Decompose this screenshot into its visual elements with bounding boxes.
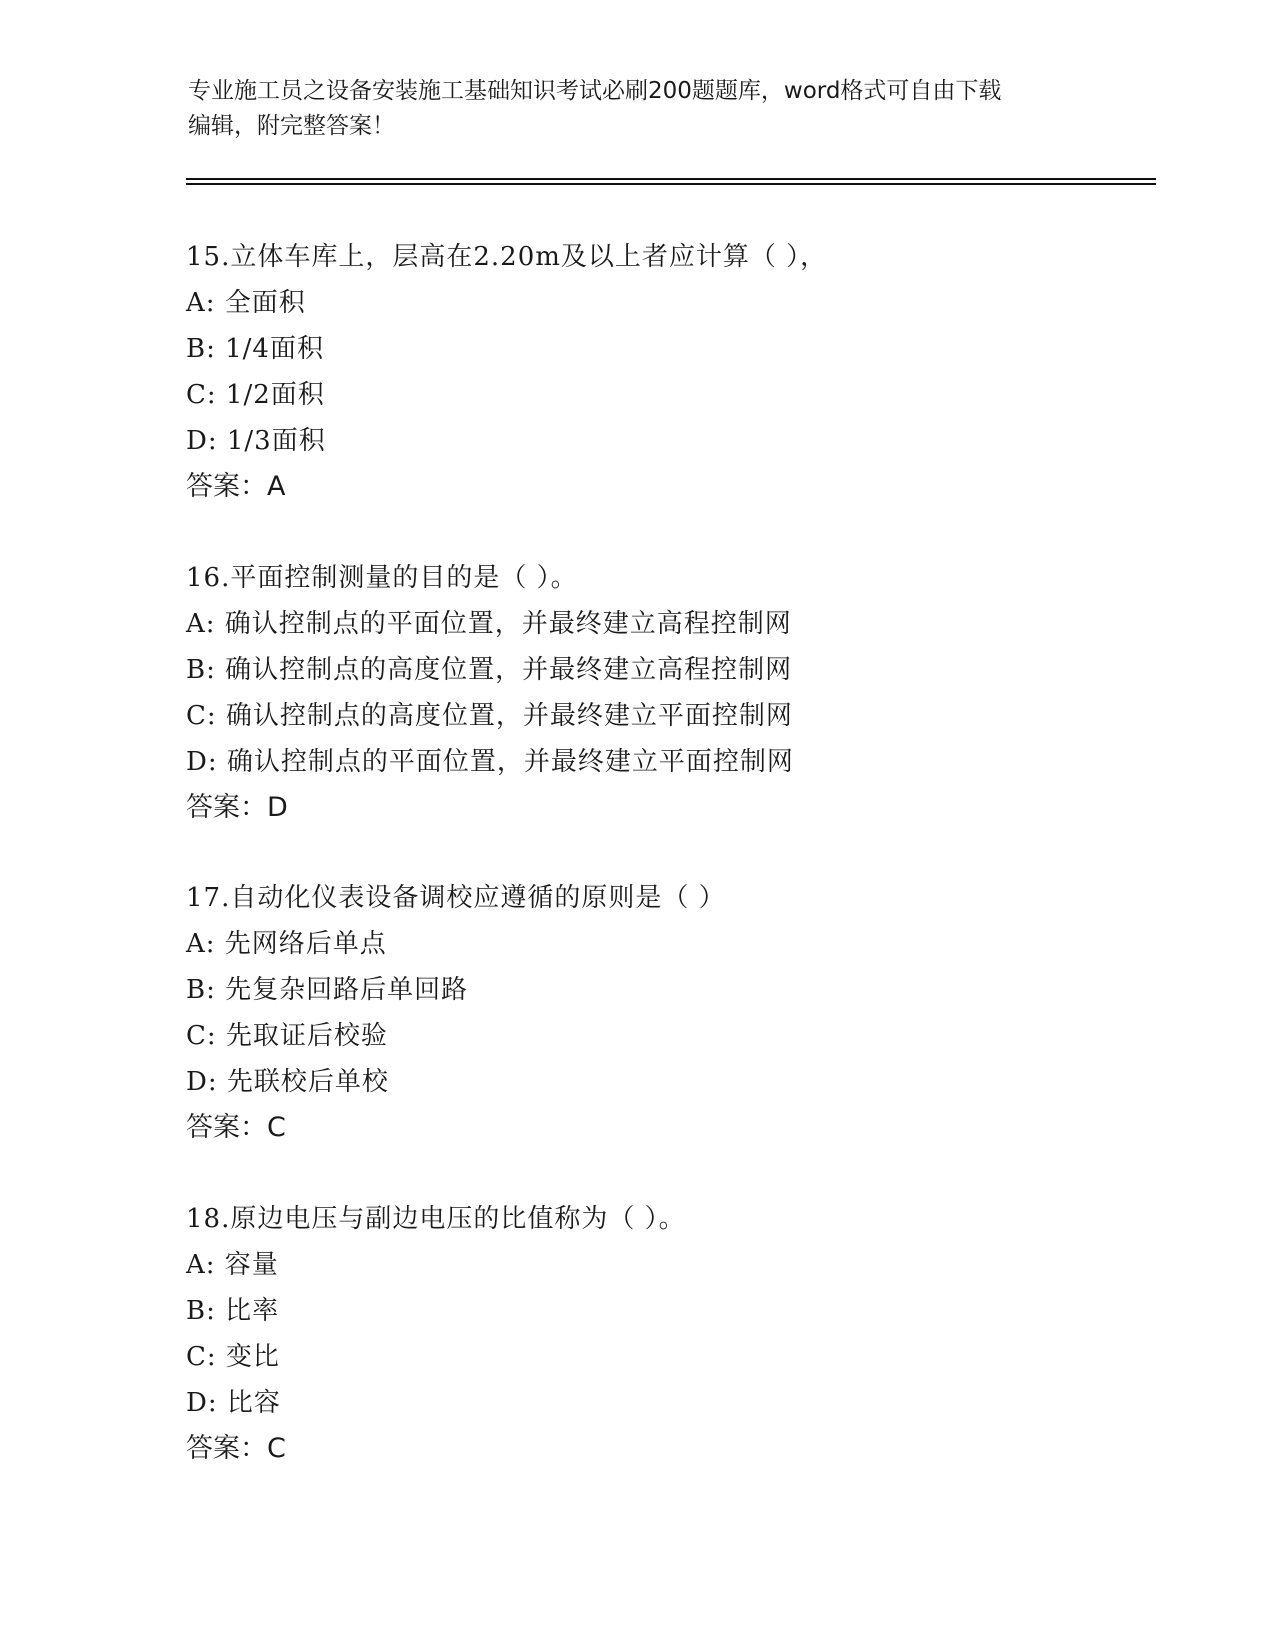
option-c: C: 确认控制点的高度位置，并最终建立平面控制网 <box>186 701 793 731</box>
question-15 <box>186 234 1186 510</box>
question-stem: 17.自动化仪表设备调校应遵循的原则是（ ） <box>186 883 726 913</box>
question-stem: 16.平面控制测量的目的是（ ）。 <box>186 563 578 593</box>
question-stem: 18.原边电压与副边电压的比值称为（ ）。 <box>186 1204 686 1234</box>
option-d: D: 确认控制点的平面位置，并最终建立平面控制网 <box>186 747 794 777</box>
header-line-1: 专业施工员之设备安装施工基础知识考试必刷200题题库，word格式可自由下载 <box>188 78 1002 104</box>
question-18 <box>186 1196 1186 1472</box>
option-a: A: 容量 <box>186 1250 279 1280</box>
option-b: B: 比率 <box>186 1296 280 1326</box>
option-c: C: 1/2面积 <box>186 380 325 410</box>
option-a: A: 确认控制点的平面位置，并最终建立高程控制网 <box>186 609 792 639</box>
answer-line: 答案：C <box>186 1112 286 1143</box>
option-a: A: 先网络后单点 <box>186 929 387 959</box>
option-c: C: 变比 <box>186 1342 280 1372</box>
question-16 <box>186 555 1186 831</box>
option-d: D: 1/3面积 <box>186 426 326 456</box>
option-d: D: 比容 <box>186 1388 281 1418</box>
answer-line: 答案：A <box>186 471 286 502</box>
option-b: B: 确认控制点的高度位置，并最终建立高程控制网 <box>186 655 793 685</box>
option-b: B: 先复杂回路后单回路 <box>186 975 469 1005</box>
header-line-2: 编辑，附完整答案！ <box>188 113 395 139</box>
header-divider-bottom <box>186 183 1156 185</box>
question-stem: 15.立体车库上，层高在2.20m及以上者应计算（ ）， <box>186 242 828 272</box>
option-b: B: 1/4面积 <box>186 334 324 364</box>
option-c: C: 先取证后校验 <box>186 1021 388 1051</box>
document-header <box>188 74 1088 144</box>
answer-line: 答案：D <box>186 792 288 823</box>
option-d: D: 先联校后单校 <box>186 1067 389 1097</box>
question-17 <box>186 875 1186 1151</box>
answer-line: 答案：C <box>186 1433 286 1464</box>
header-divider-top <box>186 178 1156 180</box>
option-a: A: 全面积 <box>186 288 306 318</box>
